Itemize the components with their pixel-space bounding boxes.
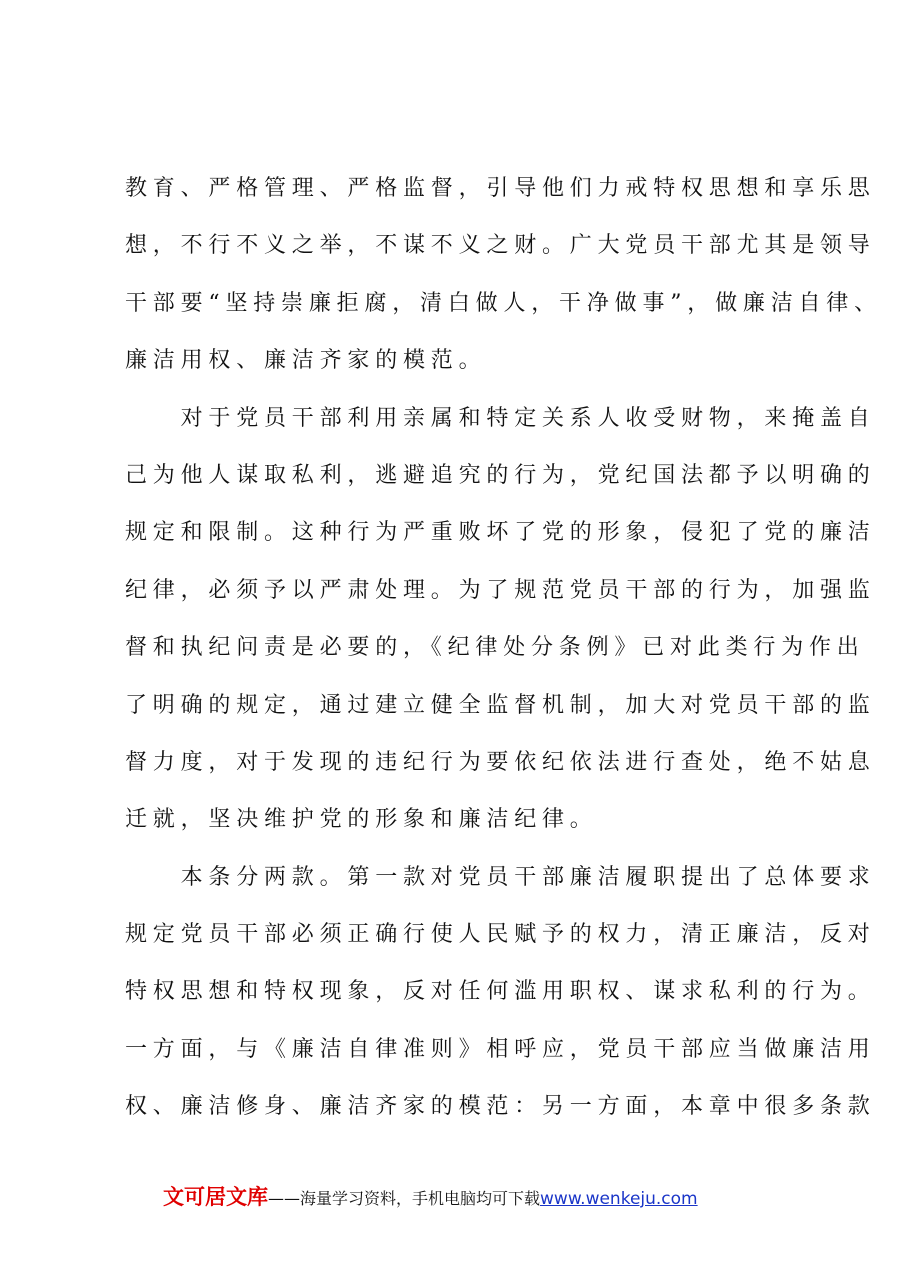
text-line: 了明确的规定，通过建立健全监督机制，加大对党员干部的监 [125, 692, 876, 718]
text-line: 教育、严格管理、严格监督，引导他们力戒特权思想和享乐思 [125, 176, 876, 201]
text-line: 纪律，必须予以严肃处理。为了规范党员干部的行为，加强监 [125, 577, 876, 603]
text-line: 一方面，与《廉洁自律准则》相呼应，党员干部应当做廉洁用 [125, 1036, 876, 1062]
text-line: 对于党员干部利用亲属和特定关系人收受财物，来掩盖自 [125, 405, 876, 431]
text-line: 规定和限制。这种行为严重败坏了党的形象，侵犯了党的廉洁 [125, 520, 876, 546]
text-line: 干部要“坚持崇廉拒腐，清白做人，干净做事”，做廉洁自律、 [125, 290, 882, 316]
text-line: 督和执纪问责是必要的，《纪律处分条例》已对此类行为作出 [125, 635, 865, 661]
text-line: 想，不行不义之举，不谋不义之财。广大党员干部尤其是领导 [125, 233, 876, 259]
footer-brand: 文可居文库 [163, 1185, 268, 1209]
text-line: 权、廉洁修身、廉洁齐家的模范：另一方面，本章中很多条款 [125, 1094, 876, 1120]
text-line: 迁就，坚决维护党的形象和廉洁纪律。 [125, 807, 598, 833]
text-line: 规定党员干部必须正确行使人民赋予的权力，清正廉洁，反对 [125, 922, 876, 948]
text-line: 己为他人谋取私利，逃避追究的行为，党纪国法都予以明确的 [125, 462, 876, 488]
text-line: 廉洁用权、廉洁齐家的模范。 [125, 348, 487, 374]
footer-banner [163, 1180, 783, 1214]
text-line: 督力度，对于发现的违纪行为要依纪依法进行查处，绝不姑息 [125, 749, 876, 775]
footer-tagline: ——海量学习资料，手机电脑均可下载 [268, 1189, 541, 1208]
document-body [125, 160, 882, 1136]
footer-url-link[interactable]: www.wenkeju.com [540, 1189, 698, 1209]
text-line: 本条分两款。第一款对党员干部廉洁履职提出了总体要求 [125, 864, 876, 890]
text-line: 特权思想和特权现象，反对任何滥用职权、谋求私利的行为。 [125, 979, 876, 1005]
